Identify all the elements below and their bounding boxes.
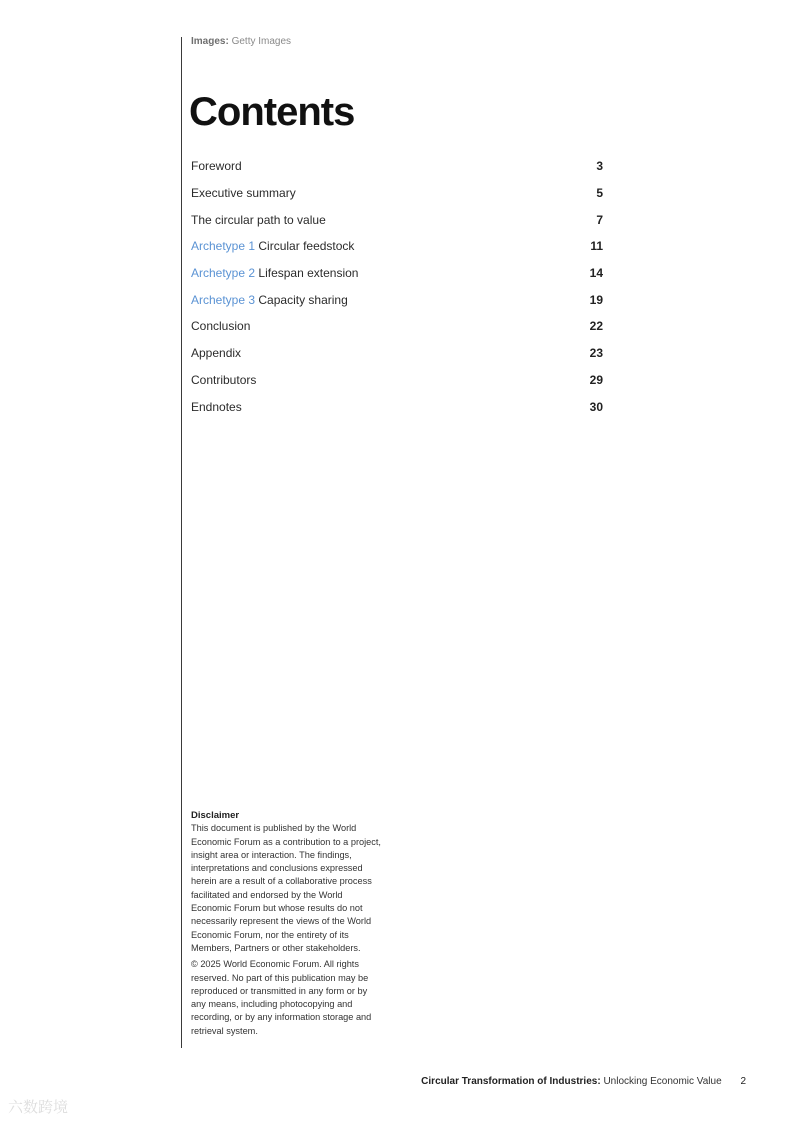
toc-page-number: 30 bbox=[589, 399, 603, 414]
toc-item-appendix[interactable] bbox=[191, 340, 603, 367]
page-footer bbox=[421, 1076, 746, 1087]
toc-item-executive-summary[interactable] bbox=[191, 180, 603, 207]
toc-entry bbox=[191, 373, 256, 387]
toc-archetype-prefix: Archetype 1 bbox=[191, 239, 256, 254]
image-credit bbox=[191, 36, 291, 47]
toc-page-number: 29 bbox=[589, 372, 603, 387]
toc-label: Appendix bbox=[191, 346, 242, 361]
copyright-notice: © 2025 World Economic Forum. All rights reserved. No part of this publication may be reproduced or transmitted in any form or by any means, including photocopying and recording, or by any information storage and retrieval system. bbox=[191, 959, 372, 1036]
toc-entry bbox=[191, 213, 326, 227]
toc-item-archetype-2[interactable] bbox=[191, 260, 603, 287]
toc-archetype-prefix: Archetype 3 bbox=[191, 292, 256, 307]
footer-subtitle: Unlocking Economic Value bbox=[603, 1076, 722, 1087]
toc-label: Endnotes bbox=[191, 399, 242, 414]
toc-page-number: 11 bbox=[590, 239, 603, 254]
toc-item-foreword[interactable] bbox=[191, 153, 603, 180]
disclaimer-body: This document is published by the World Economic Forum as a contribution to a project, insight area or interaction. The findings, interpretations and conclusions expressed herein are a result of a collaborative process facilitated and endorsed by the World Economic Forum but whose results do not necessarily represent the views of the World Economic Forum, nor the entirety of its Members, Partners or other stakeholders. bbox=[191, 823, 381, 953]
toc-label: Circular feedstock bbox=[258, 239, 355, 254]
toc-entry bbox=[191, 346, 241, 360]
toc-page-number: 7 bbox=[596, 212, 603, 227]
toc-page-number: 5 bbox=[596, 186, 603, 201]
toc-label: Executive summary bbox=[191, 186, 296, 201]
toc-label: Foreword bbox=[191, 159, 242, 174]
disclaimer bbox=[191, 809, 381, 1038]
toc-entry bbox=[191, 266, 358, 280]
page-title: Contents bbox=[189, 90, 355, 134]
image-credit-label: Images: bbox=[191, 36, 229, 47]
toc-page-number: 19 bbox=[589, 292, 603, 307]
toc-label: Conclusion bbox=[191, 319, 251, 334]
toc-page-number: 23 bbox=[589, 346, 603, 361]
toc-archetype-prefix: Archetype 2 bbox=[191, 266, 256, 281]
toc-page-number: 22 bbox=[589, 319, 603, 334]
toc-item-circular-path[interactable] bbox=[191, 206, 603, 233]
toc-page-number: 3 bbox=[596, 159, 603, 174]
toc-item-archetype-1[interactable] bbox=[191, 233, 603, 260]
toc-item-contributors[interactable] bbox=[191, 367, 603, 394]
toc-label: Capacity sharing bbox=[258, 292, 348, 307]
toc-item-archetype-3[interactable] bbox=[191, 286, 603, 313]
toc-entry bbox=[191, 186, 296, 200]
toc-label: The circular path to value bbox=[191, 212, 326, 227]
watermark: 六数跨境 bbox=[8, 1098, 69, 1116]
toc-label: Lifespan extension bbox=[258, 266, 359, 281]
toc-page-number: 14 bbox=[589, 266, 603, 281]
image-credit-value: Getty Images bbox=[231, 36, 292, 47]
table-of-contents bbox=[191, 153, 603, 420]
footer-title: Circular Transformation of Industries: bbox=[421, 1076, 601, 1087]
toc-entry bbox=[191, 400, 242, 414]
toc-entry bbox=[191, 239, 354, 253]
toc-entry bbox=[191, 159, 242, 173]
disclaimer-heading: Disclaimer bbox=[191, 810, 240, 821]
vertical-rule bbox=[181, 37, 182, 1048]
toc-entry bbox=[191, 319, 250, 333]
toc-item-conclusion[interactable] bbox=[191, 313, 603, 340]
toc-label: Contributors bbox=[191, 372, 257, 387]
toc-item-endnotes[interactable] bbox=[191, 393, 603, 420]
toc-entry bbox=[191, 293, 348, 307]
footer-page-number: 2 bbox=[740, 1076, 746, 1087]
